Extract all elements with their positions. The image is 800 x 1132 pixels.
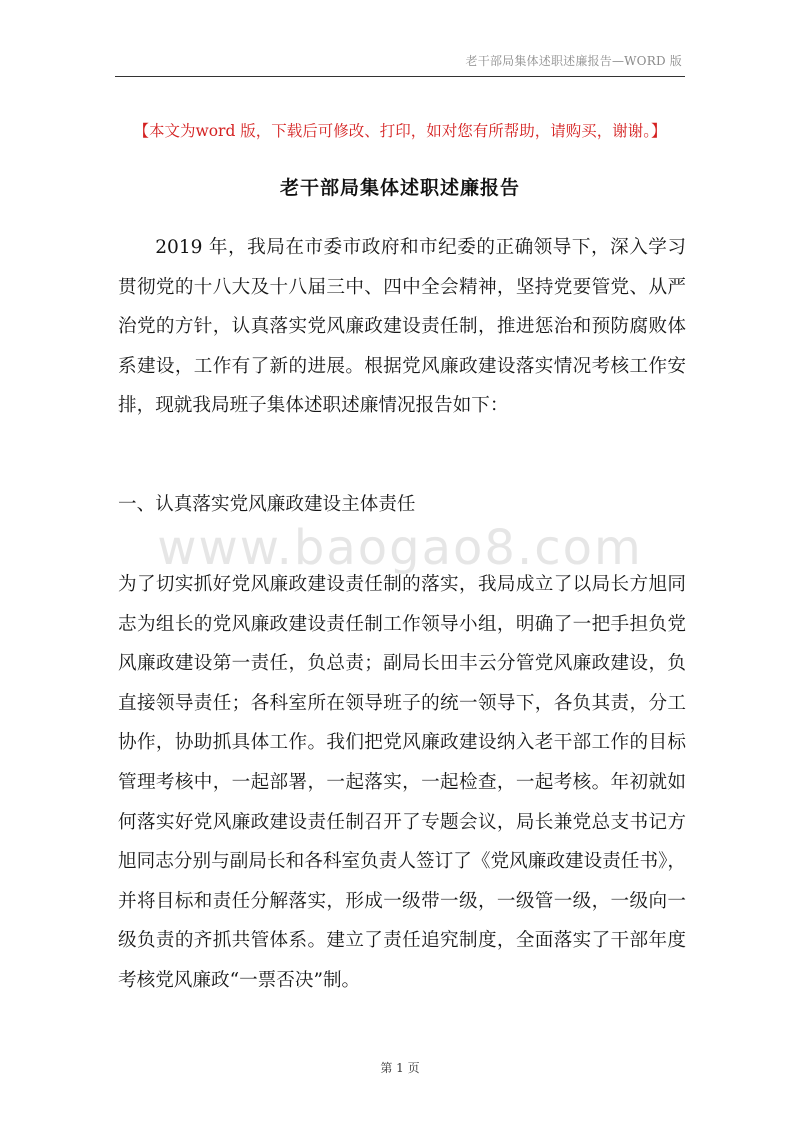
section-paragraph: 为了切实抓好党风廉政建设责任制的落实，我局成立了以局长方旭同志为组长的党风廉政建设责任制工作领导小组，明确了一把手担负党风廉政建设第一责任，负总责；副局长田丰云分管党风廉政建设，负直接领导责任；各科室所在领导班子的统一领导下，各负其责，分工协作，协助抓具体工作。我们把党风廉政建设纳入老干部工作的目标管理考核中，一起部署，一起落实，一起检查，一起考核。年初就如何落实好党风廉政建设责任制召开了专题会议，局长兼党总支书记方旭同志分别与副局长和各科室负责人签订了《党风廉政建设责任书》，并将目标和责任分解落实，形成一级带一级，一级管一级，一级向一级负责的齐抓共管体系。建立了责任追究制度，全面落实了干部年度考核党风廉政“一票否决”制。 [118,574,686,991]
document-title: 老干部局集体述职述廉报告 [279,177,520,199]
header-divider [115,76,685,77]
intro-paragraph: 2019 年，我局在市委市政府和市纪委的正确领导下，深入学习贯彻党的十八大及十八届三中、四中全会精神，坚持党要管党、从严治党的方针，认真落实党风廉政建设责任制，推进惩治和预防腐败体系建设，工作有了新的进展。根据党风廉政建设落实情况考核工作安排，现就我局班子集体述职述廉情况报告如下： [118,237,686,417]
running-header: 老干部局集体述职述廉报告—WORD 版 [465,54,682,68]
watermark: www.baogao8.com [157,520,643,576]
section-heading: 一、认真落实党风廉政建设主体责任 [118,494,416,515]
page-number: 第 1 页 [380,1061,420,1075]
purchase-notice: 【本文为word 版，下载后可修改、打印，如对您有所帮助，请购买，谢谢。】 [133,122,667,140]
